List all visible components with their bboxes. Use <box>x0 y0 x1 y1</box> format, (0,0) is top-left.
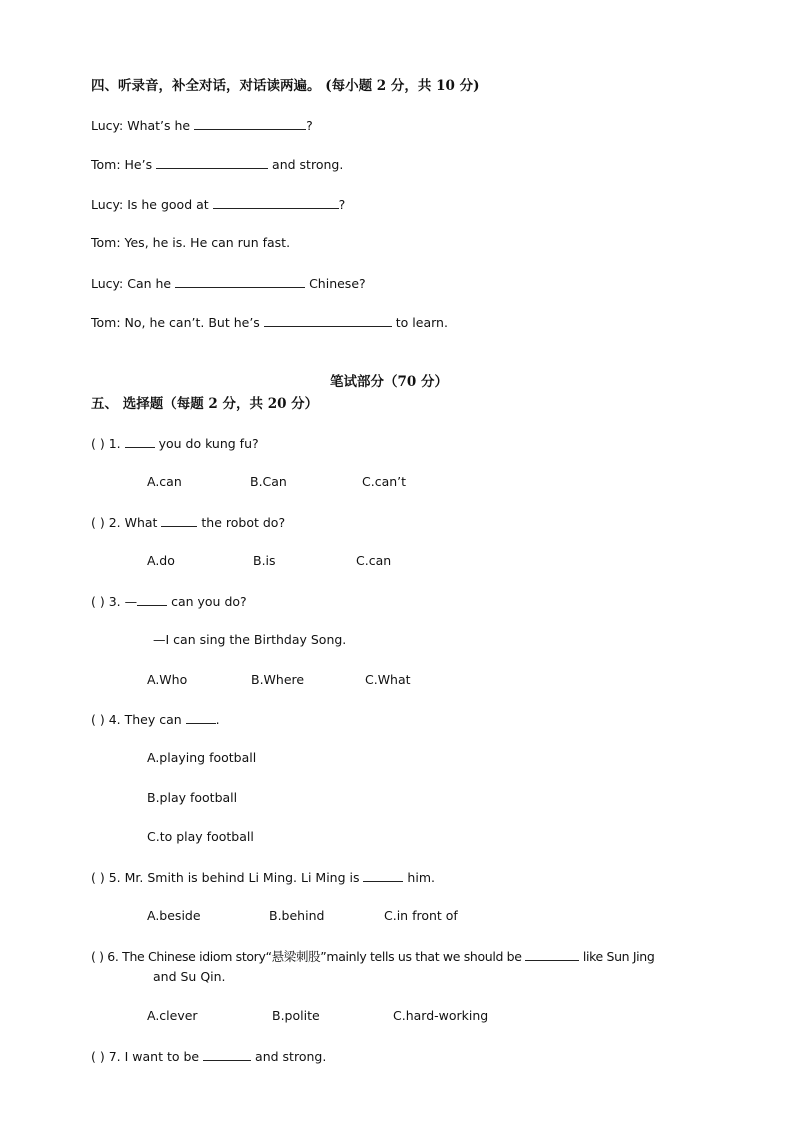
q5-option-b[interactable]: B.behind <box>269 908 325 923</box>
dialogue-text: Chinese? <box>305 276 366 291</box>
answer-paren[interactable]: ( ) <box>91 870 105 885</box>
dialogue-line-4: Tom: Yes, he is. He can run fast. <box>91 235 291 250</box>
dialogue-line-5 <box>91 275 366 292</box>
q5-option-c[interactable]: C.in front of <box>384 908 458 923</box>
question-text: 1. <box>104 436 125 451</box>
question-text: 3. — <box>104 594 138 609</box>
question-text: 5. Mr. Smith is behind Li Ming. Li Ming is <box>104 870 364 885</box>
question-text: like Sun Jing <box>579 949 655 964</box>
dialogue-line-3 <box>91 196 345 213</box>
dialogue-line-2 <box>91 156 343 173</box>
written-part-title: 笔试部分（70 分） <box>330 374 448 390</box>
dialogue-text: to learn. <box>391 315 448 330</box>
question-blank <box>137 593 167 606</box>
question-text: him. <box>403 870 435 885</box>
question-2 <box>91 514 285 531</box>
question-blank <box>203 1048 251 1061</box>
q3-option-b[interactable]: B.Where <box>251 672 305 687</box>
question-text: can you do? <box>167 594 247 609</box>
answer-paren[interactable]: ( ) <box>91 515 105 530</box>
q1-option-c[interactable]: C.can’t <box>362 474 407 489</box>
answer-blank[interactable] <box>213 196 339 209</box>
q1-option-b[interactable]: B.Can <box>250 474 287 489</box>
question-text: 4. They can <box>104 712 186 727</box>
question-4 <box>91 711 220 728</box>
dialogue-text: Lucy: Is he good at <box>91 197 213 212</box>
question-text: 2. What <box>104 515 162 530</box>
question-text: you do kung fu? <box>154 436 259 451</box>
answer-blank[interactable] <box>194 117 306 130</box>
question-1 <box>91 435 259 452</box>
answer-paren[interactable]: ( ) <box>91 712 105 727</box>
question-text: the robot do? <box>197 515 286 530</box>
question-3 <box>91 593 247 610</box>
q3-option-a[interactable]: A.Who <box>147 672 188 687</box>
dialogue-text: ? <box>338 197 346 212</box>
dialogue-line-1 <box>91 117 313 134</box>
question-text: 6. The Chinese idiom story“悬梁刺股”mainly tells us that we should be <box>103 949 526 964</box>
q2-option-a[interactable]: A.do <box>147 553 175 568</box>
q6-option-c[interactable]: C.hard-working <box>393 1008 489 1023</box>
q6-option-b[interactable]: B.polite <box>272 1008 320 1023</box>
question-blank <box>161 514 197 527</box>
q2-option-b[interactable]: B.is <box>253 553 276 568</box>
q5-option-a[interactable]: A.beside <box>147 908 201 923</box>
question-text: . <box>215 712 220 727</box>
question-blank <box>363 869 403 882</box>
q3-option-c[interactable]: C.What <box>365 672 411 687</box>
q3-reply: —I can sing the Birthday Song. <box>153 632 347 647</box>
q6-stem-continued: and Su Qin. <box>153 969 226 984</box>
answer-paren[interactable]: ( ) <box>91 436 105 451</box>
q6-option-a[interactable]: A.clever <box>147 1008 198 1023</box>
answer-paren[interactable]: ( ) <box>91 949 104 964</box>
answer-blank[interactable] <box>175 275 305 288</box>
question-blank <box>125 435 155 448</box>
question-6 <box>91 948 654 965</box>
section-4-title: 四、听录音，补全对话，对话读两遍。 (每小题 2 分，共 10 分) <box>91 78 480 94</box>
q1-option-a[interactable]: A.can <box>147 474 182 489</box>
question-text: 7. I want to be <box>104 1049 204 1064</box>
question-5 <box>91 869 435 886</box>
dialogue-text: and strong. <box>268 157 344 172</box>
question-text: and strong. <box>251 1049 327 1064</box>
q4-option-c[interactable]: C.to play football <box>147 829 254 844</box>
dialogue-text: Lucy: Can he <box>91 276 176 291</box>
answer-blank[interactable] <box>156 156 268 169</box>
dialogue-text: Lucy: What’s he <box>91 118 195 133</box>
question-blank <box>525 948 579 961</box>
answer-paren[interactable]: ( ) <box>91 1049 105 1064</box>
question-blank <box>186 711 216 724</box>
q4-option-a[interactable]: A.playing football <box>147 750 257 765</box>
dialogue-text: ? <box>306 118 313 133</box>
dialogue-text: Tom: He’s <box>91 157 157 172</box>
question-7 <box>91 1048 326 1065</box>
section-5-title: 五、 选择题（每题 2 分，共 20 分） <box>91 396 319 412</box>
answer-paren[interactable]: ( ) <box>91 594 105 609</box>
answer-blank[interactable] <box>264 314 392 327</box>
q2-option-c[interactable]: C.can <box>356 553 392 568</box>
q4-option-b[interactable]: B.play football <box>147 790 238 805</box>
dialogue-text: Tom: No, he can’t. But he’s <box>91 315 264 330</box>
dialogue-line-6 <box>91 314 448 331</box>
